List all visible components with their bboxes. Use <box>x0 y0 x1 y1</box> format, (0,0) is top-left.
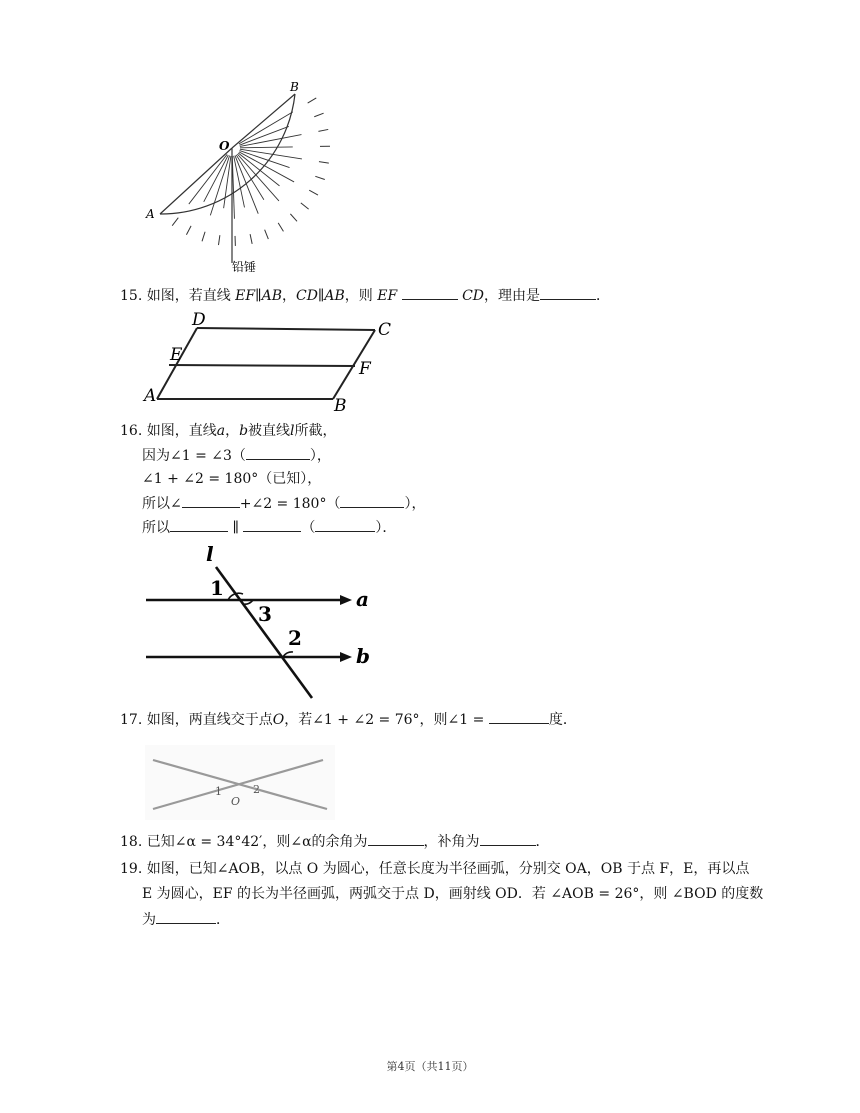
protractor-ray <box>240 147 293 148</box>
q15-reason: ，理由是 <box>484 288 541 304</box>
q15-ab1: AB <box>261 288 282 304</box>
q15-text <box>120 285 610 306</box>
q19-line-3 <box>142 909 230 930</box>
protractor-tick <box>218 235 219 245</box>
protractor-tick <box>319 162 329 164</box>
q17-text-b: ，若∠1 + ∠2 = 76°，则∠1 = <box>284 712 485 728</box>
q16-l5b: ∥ <box>232 520 239 536</box>
q16-l1c: 被直线 <box>248 423 291 439</box>
label-angle-1-cross: 1 <box>215 785 222 798</box>
q16-var-a: a <box>216 423 226 439</box>
label-line-b: b <box>356 644 370 668</box>
label-angle-3: 3 <box>258 602 272 626</box>
q16-blank-4[interactable] <box>170 517 228 532</box>
q17-text-a: 如图，两直线交于点 <box>146 712 273 728</box>
protractor-ray <box>240 135 302 147</box>
q16-var-b: b <box>239 423 249 439</box>
protractor-ray <box>234 156 245 208</box>
q17-text <box>120 709 577 730</box>
protractor-tick <box>186 226 191 235</box>
q16-line-2 <box>142 445 331 466</box>
q18-text-b: ，补角为 <box>423 834 480 850</box>
protractor-tick <box>172 218 178 226</box>
q16-line-4 <box>142 493 425 514</box>
q15-ef2: EF <box>377 288 398 304</box>
q16-l4b: +∠2 = 180°（ <box>239 496 341 512</box>
q15-then: ，则 <box>344 288 373 304</box>
label-d: D <box>192 310 206 330</box>
q19-l3a: 为 <box>142 912 156 928</box>
protractor-tick <box>250 234 252 244</box>
q17-var-o: O <box>272 712 285 728</box>
plumb-label: 铅锤 <box>232 260 257 274</box>
q15-cd2: CD <box>462 288 485 304</box>
label-l: l <box>206 545 214 566</box>
q16-blank-3[interactable] <box>340 493 404 508</box>
q15-ef1: EF <box>235 288 256 304</box>
protractor-ray <box>189 154 227 204</box>
protractor-tick <box>290 214 297 221</box>
q16-l5c: （ <box>301 520 316 536</box>
q18-blank-2[interactable] <box>480 831 536 846</box>
protractor-tick <box>202 232 205 242</box>
protractor-tick <box>278 223 283 232</box>
q15-cd1: CD <box>295 288 318 304</box>
protractor-tick <box>318 129 328 131</box>
label-b: B <box>290 80 299 94</box>
protractor-tick <box>301 203 309 209</box>
q18-blank-1[interactable] <box>368 831 424 846</box>
q15-parallel2: ∥ <box>317 288 325 304</box>
label-o: O <box>219 139 230 153</box>
label-angle-2-cross: 2 <box>253 783 260 796</box>
label-o-cross: O <box>231 795 241 808</box>
label-b-para: B <box>334 396 347 416</box>
q15-text-a: 如图，若直线 <box>146 288 231 304</box>
protractor-tick <box>265 230 269 239</box>
q16-l1b: ， <box>225 423 240 439</box>
transversal-figure <box>140 545 380 705</box>
q16-l4a: 所以∠ <box>142 496 182 512</box>
q19-l1: 如图，已知∠AOB，以点 O 为圆心，任意长度为半径画弧，分别交 OA，OB 于点 F，E，再以点 <box>146 861 750 877</box>
q15-blank-2[interactable] <box>540 285 596 300</box>
intersecting-lines-figure <box>145 745 335 820</box>
q19-number: 19. <box>120 861 143 877</box>
q15-blank-1[interactable] <box>402 285 458 300</box>
q17-number: 17. <box>120 712 143 728</box>
q16-blank-1[interactable] <box>246 445 310 460</box>
q16-line-5 <box>142 517 396 538</box>
label-e: E <box>170 345 183 365</box>
q18-text-c: ． <box>535 834 550 850</box>
q15-number: 15. <box>120 288 143 304</box>
q15-parallel1: ∥ <box>255 288 262 304</box>
q19-line-2: E 为圆心，EF 的长为半径画弧，两弧交于点 D，画射线 OD．若 ∠AOB = 26°，则 ∠BOD 的度数 <box>142 886 764 902</box>
q19-blank[interactable] <box>156 909 216 924</box>
q18-number: 18. <box>120 834 143 850</box>
q16-l2a: 因为∠1 = ∠3（ <box>142 448 246 464</box>
q19-line-1 <box>120 859 749 879</box>
q16-l5a: 所以 <box>142 520 170 536</box>
q16-blank-6[interactable] <box>315 517 375 532</box>
q16-line-1 <box>120 421 337 441</box>
q16-blank-5[interactable] <box>243 517 301 532</box>
q16-l4c: ）， <box>404 496 426 512</box>
q17-blank[interactable] <box>489 709 549 724</box>
protractor-tick <box>315 176 324 179</box>
q16-l1d: 所截， <box>294 423 337 439</box>
q16-l1a: 如图，直线 <box>146 423 217 439</box>
protractor-tick <box>308 98 317 103</box>
protractor-ray <box>238 153 279 186</box>
parallelogram-figure <box>140 308 410 416</box>
q15-period: ． <box>596 288 611 304</box>
q16-line-3: ∠1 + ∠2 = 180°（已知）， <box>142 471 322 487</box>
q16-l2b: ）， <box>309 448 331 464</box>
q19-l3b: ． <box>216 912 230 928</box>
q16-l5d: ）． <box>375 520 397 536</box>
label-a: A <box>146 207 155 221</box>
q17-text-c: 度． <box>548 712 577 728</box>
q15-comma1: ， <box>281 288 296 304</box>
protractor-tick <box>314 113 323 117</box>
label-f: F <box>359 359 371 379</box>
q16-number: 16. <box>120 423 143 439</box>
label-angle-2: 2 <box>288 626 302 650</box>
q16-blank-2[interactable] <box>182 493 240 508</box>
protractor-figure <box>140 78 340 278</box>
label-line-a: a <box>356 587 369 611</box>
page-footer: 第4页（共11页） <box>386 1060 474 1073</box>
q18-text-a: 已知∠α = 34°42′，则∠α的余角为 <box>146 834 368 850</box>
q15-ab2: AB <box>324 288 345 304</box>
protractor-tick <box>309 190 318 195</box>
q18-text <box>120 831 550 852</box>
label-c: C <box>378 320 392 340</box>
q16-var-l: l <box>290 423 295 439</box>
label-a-para: A <box>144 386 157 406</box>
label-angle-1: 1 <box>210 576 224 600</box>
